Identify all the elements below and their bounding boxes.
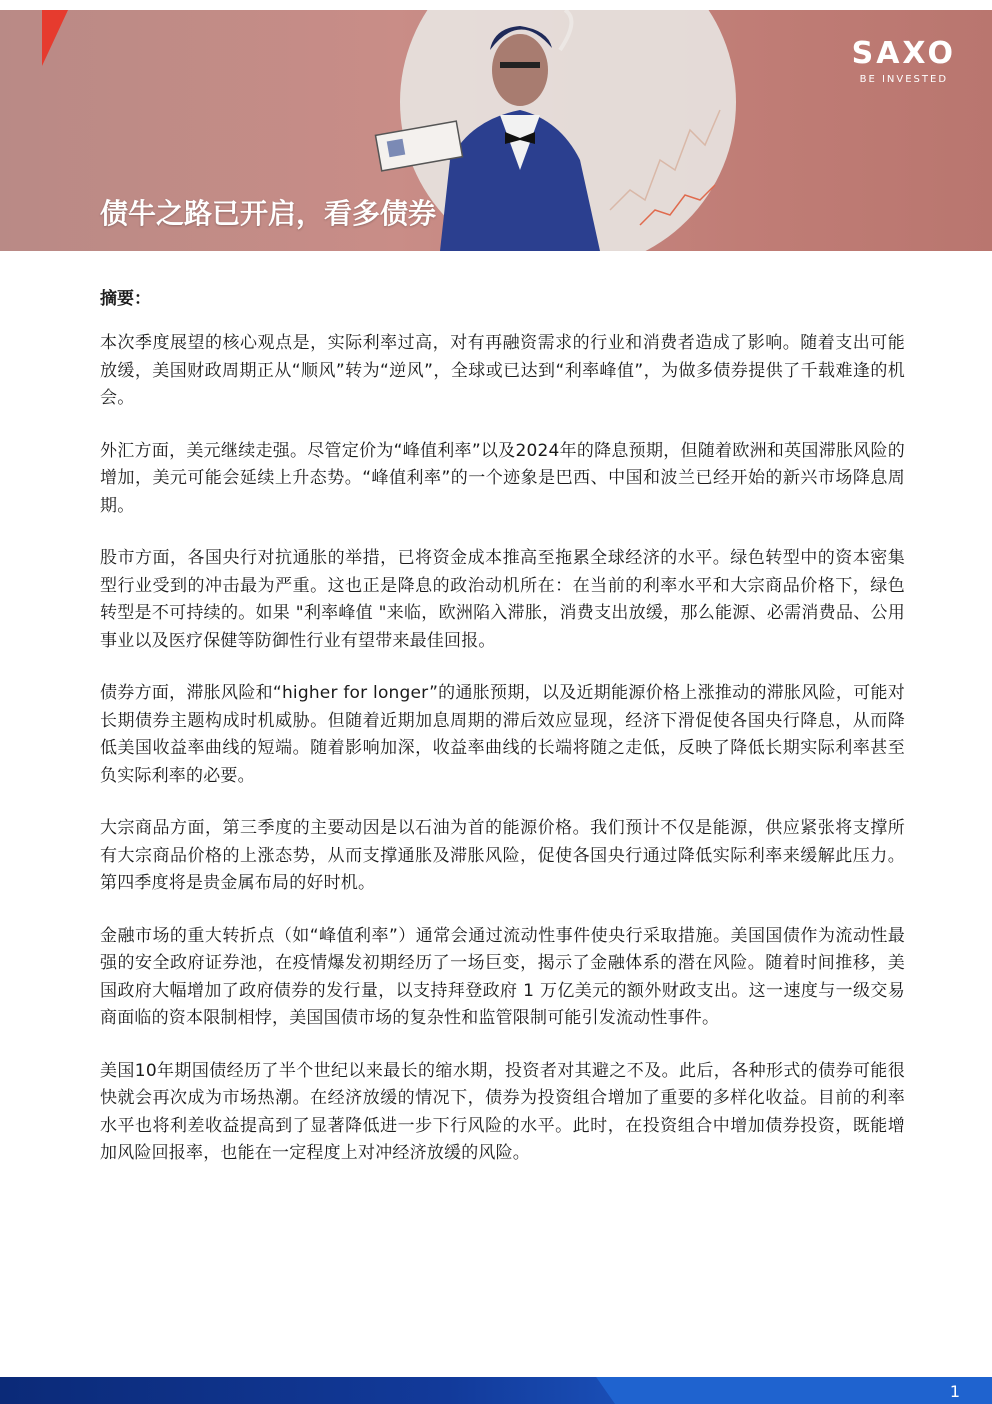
document-body bbox=[100, 286, 905, 1193]
logo-wordmark: SAXO bbox=[851, 36, 956, 71]
paragraph-equities: 股市方面，各国央行对抗通胀的举措，已将资金成本推高至拖累全球经济的水平。绿色转型中的资本密集型行业受到的冲击最为严重。这也正是降息的政治动机所在：在当前的利率水平和大宗商品价格下，绿色转型是不可持续的。如果 "利率峰值 "来临，欧洲陷入滞胀，消费支出放缓，那么能源、必需消费品、公用事业以及医疗保健等防御性行业有望带来最佳回报。 bbox=[100, 548, 905, 651]
paragraph-bonds: 债券方面，滞胀风险和“higher for longer”的通胀预期，以及近期能源价格上涨推动的滞胀风险，可能对长期债券主题构成时机威胁。但随着近期加息周期的滞后效应显现，经济下滑促使各国央行降息，从而降低美国收益率曲线的短端。随着影响加深，收益率曲线的长端将随之走低，反映了降低长期实际利率甚至负实际利率的必要。 bbox=[100, 683, 905, 786]
footer-slant-accent bbox=[596, 1377, 992, 1404]
paragraph-treasuries: 美国10年期国债经历了半个世纪以来最长的缩水期，投资者对其避之不及。此后，各种形式的债券可能很快就会再次成为市场热潮。在经济放缓的情况下，债券为投资组合增加了重要的多样化收益。目前的利率水平也将利差收益提高到了显著降低进一步下行风险的水平。此时，在投资组合中增加债券投资，既能增加风险回报率，也能在一定程度上对冲经济放缓的风险。 bbox=[100, 1060, 905, 1163]
saxo-logo bbox=[852, 38, 956, 85]
footer-bar bbox=[0, 1377, 992, 1404]
page-number: 1 bbox=[949, 1382, 960, 1401]
red-corner-triangle bbox=[42, 10, 68, 66]
paragraph-outlook: 本次季度展望的核心观点是，实际利率过高，对有再融资需求的行业和消费者造成了影响。随着支出可能放缓，美国财政周期正从“顺风”转为“逆风”，全球或已达到“利率峰值”，为做多债券提供了千载难逢的机会。 bbox=[100, 333, 905, 408]
man-head bbox=[492, 34, 548, 106]
logo-tagline: BE INVESTED bbox=[859, 74, 949, 85]
paragraph-liquidity: 金融市场的重大转折点（如“峰值利率”）通常会通过流动性事件使央行采取措施。美国国债作为流动性最强的安全政府证券池，在疫情爆发初期经历了一场巨变，揭示了金融体系的潜在风险。随着时间推移，美国政府大幅增加了政府债券的发行量，以支持拜登政府 1 万亿美元的额外财政支出。这一速度与一级交易商面临的资本限制相悖，美国国债市场的复杂性和监管限制可能引发流动性事件。 bbox=[100, 925, 905, 1028]
summary-heading: 摘要： bbox=[100, 289, 151, 309]
paragraph-fx: 外汇方面，美元继续走强。尽管定价为“峰值利率”以及2024年的降息预期，但随着欧洲和英国滞胀风险的增加，美元可能会延续上升态势。“峰值利率”的一个迹象是巴西、中国和波兰已经开始的新兴市场降息周期。 bbox=[100, 440, 905, 516]
paragraph-commodities: 大宗商品方面，第三季度的主要动因是以石油为首的能源价格。我们预计不仅是能源，供应紧张将支撑所有大宗商品价格的上涨态势，从而支撑通胀及滞胀风险，促使各国央行通过降低实际利率来缓解此压力。第四季度将是贵金属布局的好时机。 bbox=[100, 818, 905, 893]
header-banner bbox=[0, 10, 992, 251]
page-title: 债牛之路已开启，看多债券 bbox=[100, 197, 437, 230]
